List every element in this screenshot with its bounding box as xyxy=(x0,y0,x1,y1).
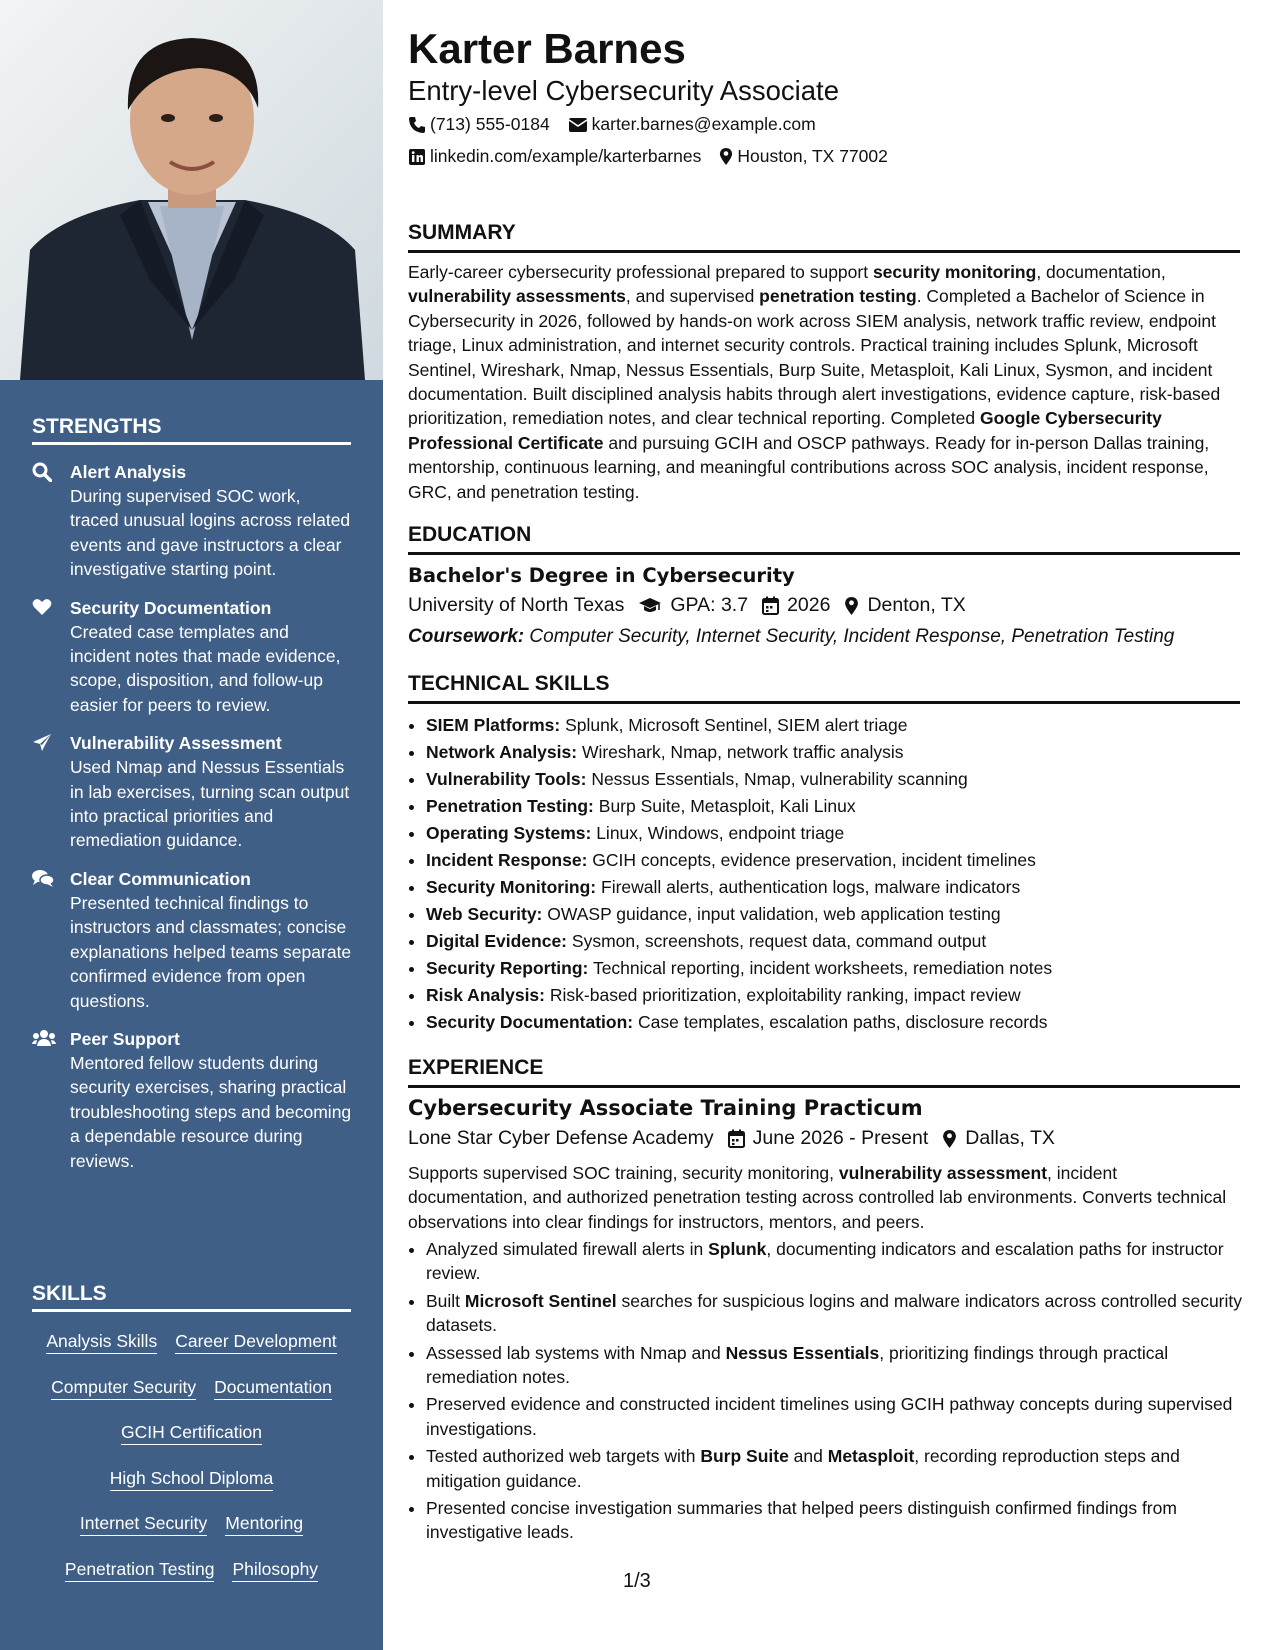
location-text: Houston, TX 77002 xyxy=(737,146,888,166)
paper-plane-icon xyxy=(32,731,70,853)
users-icon xyxy=(32,1027,70,1173)
coursework-list: Computer Security, Internet Security, Incident Response, Penetration Testing xyxy=(529,626,1175,647)
skill-category: Security Reporting: xyxy=(426,958,589,978)
bullet-bold: Splunk xyxy=(708,1239,767,1259)
linkedin-link[interactable]: linkedin.com/example/karterbarnes xyxy=(430,146,702,166)
skill-tag: GCIH Certification xyxy=(121,1421,262,1445)
organization-name: Lone Star Cyber Defense Academy xyxy=(408,1127,714,1149)
technical-skills-heading: TECHNICAL SKILLS xyxy=(408,671,1240,704)
candidate-name: Karter Barnes xyxy=(408,25,686,72)
bullet-text: searches for suspicious logins and malware indicators across controlled security datasets. xyxy=(426,1290,1243,1336)
school-name: University of North Texas xyxy=(408,594,625,616)
summary-bold: Google Cybersecurity Professional Certificate xyxy=(408,408,1162,453)
skill-values: Linux, Windows, endpoint triage xyxy=(596,823,845,843)
bullet-text: Presented concise investigation summaries that helped peers distinguish confirmed findings from investigative leads. xyxy=(426,1498,1177,1543)
skill-values: Firewall alerts, authentication logs, malware indicators xyxy=(601,877,1021,897)
phone-number[interactable]: (713) 555-0184 xyxy=(430,114,550,134)
list-item xyxy=(426,982,1256,1009)
skill-tag: Mentoring xyxy=(225,1512,303,1536)
skill-values: Burp Suite, Metasploit, Kali Linux xyxy=(598,796,856,816)
summary-text: . Completed a Bachelor of Science in Cybersecurity in 2026, followed by hands-on work across SIEM analysis, network traffic review, endpoint triage, Linux administration, and internet security controls. Practical training includes Splunk, Microsoft Sentinel, Wireshark, Nmap, Nessus Essentials, Burp Suite, Metasploit, Kali Linux, Sysmon, and incident documentation. Built disciplined analysis habits through alert investigations, evidence capture, risk-based prioritization, remediation notes, and clear technical reporting. Completed xyxy=(408,286,1221,429)
email-link[interactable]: karter.barnes@example.com xyxy=(591,114,816,134)
experience-meta xyxy=(408,1127,1069,1150)
skill-values: Splunk, Microsoft Sentinel, SIEM alert triage xyxy=(565,715,908,735)
skill-tag-row xyxy=(32,1376,351,1422)
strength-item xyxy=(32,731,352,853)
list-item xyxy=(426,1009,1256,1036)
envelope-icon xyxy=(568,117,588,133)
summary-bold: penetration testing xyxy=(759,286,917,307)
candidate-role: Entry-level Cybersecurity Associate xyxy=(408,75,839,106)
bullet-text: and xyxy=(788,1446,828,1467)
graduation-cap-icon xyxy=(638,597,662,615)
skill-category: Penetration Testing: xyxy=(426,796,594,816)
skill-category: Network Analysis: xyxy=(426,742,578,762)
skill-tag-row xyxy=(32,1330,351,1376)
list-item xyxy=(426,901,1256,928)
bullet-text: Analyzed simulated firewall alerts in xyxy=(426,1239,709,1259)
skill-category: Incident Response: xyxy=(426,850,588,870)
strength-item xyxy=(32,867,352,1013)
search-icon xyxy=(32,460,70,582)
bullet-bold: Burp Suite xyxy=(700,1446,789,1467)
list-item xyxy=(426,1341,1256,1390)
bullet-text: Assessed lab systems with Nmap and xyxy=(426,1342,726,1363)
skill-values: Sysmon, screenshots, request data, command output xyxy=(571,931,987,951)
strength-item xyxy=(32,460,352,582)
summary-bold: vulnerability assessments xyxy=(408,286,626,307)
bullet-text: , prioritizing findings through practical remediation notes. xyxy=(426,1342,1169,1388)
skill-category: Operating Systems: xyxy=(426,823,592,843)
intro-text: Supports supervised SOC training, security monitoring, xyxy=(408,1163,839,1183)
summary-text: , and supervised xyxy=(625,286,760,307)
list-item xyxy=(426,766,1256,793)
strength-description: Used Nmap and Nessus Essentials in lab exercises, turning scan output into practical priorities and remediation guidance. xyxy=(70,757,350,851)
bullet-bold: Metasploit xyxy=(827,1446,915,1467)
skill-values: GCIH concepts, evidence preservation, incident timelines xyxy=(592,850,1036,870)
skill-values: Nessus Essentials, Nmap, vulnerability scanning xyxy=(591,769,968,789)
job-location: Dallas, TX xyxy=(965,1127,1055,1149)
experience-heading: EXPERIENCE xyxy=(408,1055,1240,1088)
skill-values: Technical reporting, incident worksheets, remediation notes xyxy=(592,958,1053,978)
linkedin-icon xyxy=(408,148,426,166)
skill-tag: High School Diploma xyxy=(110,1467,273,1491)
page-number: 1/3 xyxy=(623,1570,651,1592)
skill-category: Security Monitoring: xyxy=(426,877,597,897)
bullet-bold: Microsoft Sentinel xyxy=(464,1290,617,1311)
skill-tag: Computer Security xyxy=(51,1376,196,1400)
graduation-year: 2026 xyxy=(787,594,831,616)
list-item xyxy=(426,1392,1256,1441)
skill-category: Security Documentation: xyxy=(426,1012,634,1032)
map-pin-icon xyxy=(942,1129,957,1149)
intro-bold: vulnerability assessment xyxy=(838,1163,1048,1183)
list-item xyxy=(426,1289,1256,1338)
bullet-text: , recording reproduction steps and mitigation guidance. xyxy=(426,1446,1180,1491)
list-item xyxy=(426,1496,1256,1545)
contact-row xyxy=(408,146,906,167)
strength-title: Clear Communication xyxy=(70,868,251,889)
skill-category: Digital Evidence: xyxy=(426,931,568,951)
degree-title: Bachelor's Degree in Cybersecurity xyxy=(408,564,795,587)
bullet-bold: Nessus Essentials xyxy=(725,1342,880,1363)
strength-description: Presented technical findings to instructors and classmates; concise explanations helped teams separate confirmed evidence from open questions. xyxy=(70,892,352,1011)
skill-tag: Career Development xyxy=(175,1330,336,1354)
list-item xyxy=(426,1237,1256,1286)
summary-text: and pursuing GCIH and OSCP pathways. Ready for in-person Dallas training, mentorship, continuous learning, and meaningful contributions across SOC analysis, incident response, GRC, and penetration testing. xyxy=(408,432,1210,502)
strengths-list xyxy=(32,460,352,1187)
summary-text xyxy=(408,260,1240,504)
bullet-text: Built xyxy=(426,1290,465,1311)
summary-text: Early-career cybersecurity professional prepared to support xyxy=(408,262,873,282)
calendar-icon xyxy=(728,1129,745,1148)
skill-category: Vulnerability Tools: xyxy=(426,769,587,789)
experience-bullets xyxy=(408,1237,1256,1548)
map-pin-icon xyxy=(844,596,859,616)
bullet-text: Preserved evidence and constructed incident timelines using GCIH pathway concepts during supervised investigations. xyxy=(426,1394,1233,1439)
list-item xyxy=(426,1444,1256,1493)
skill-tag: Philosophy xyxy=(232,1558,318,1582)
strength-title: Vulnerability Assessment xyxy=(70,733,282,754)
job-dates: June 2026 - Present xyxy=(752,1127,929,1149)
calendar-icon xyxy=(762,596,779,615)
list-item xyxy=(426,712,1256,739)
skill-category: Risk Analysis: xyxy=(426,985,545,1005)
list-item xyxy=(426,955,1256,982)
strength-item xyxy=(32,1027,352,1173)
skill-tag: Internet Security xyxy=(80,1512,207,1536)
strength-title: Alert Analysis xyxy=(70,462,187,482)
list-item xyxy=(426,793,1256,820)
technical-skills-list xyxy=(408,712,1256,1036)
job-title: Cybersecurity Associate Training Practicum xyxy=(408,1096,923,1120)
list-item xyxy=(426,847,1256,874)
skill-values: Wireshark, Nmap, network traffic analysis xyxy=(581,742,904,762)
coursework-label: Coursework: xyxy=(408,626,525,647)
skill-tag: Documentation xyxy=(214,1376,332,1400)
list-item xyxy=(426,739,1256,766)
skill-values: OWASP guidance, input validation, web application testing xyxy=(547,904,1001,924)
skill-tag-row xyxy=(32,1467,351,1513)
summary-text: , documentation, xyxy=(1036,262,1166,282)
coursework-line xyxy=(408,626,1174,648)
summary-heading: SUMMARY xyxy=(408,220,1240,253)
list-item xyxy=(426,874,1256,901)
strength-title: Security Documentation xyxy=(70,597,272,618)
skill-tag: Penetration Testing xyxy=(65,1558,215,1582)
skill-values: Case templates, escalation paths, disclosure records xyxy=(638,1012,1048,1032)
strength-description: Mentored fellow students during security exercises, sharing practical troubleshooting steps and becoming a dependable resource during reviews. xyxy=(70,1052,352,1171)
skill-tag: Analysis Skills xyxy=(46,1330,157,1354)
summary-bold: security monitoring xyxy=(872,262,1037,282)
gpa-text: GPA: 3.7 xyxy=(670,594,749,616)
strength-description: During supervised SOC work, traced unusual logins across related events and gave instructors a clear investigative starting point. xyxy=(70,486,351,580)
phone-icon xyxy=(408,116,426,134)
education-heading: EDUCATION xyxy=(408,522,1240,555)
contact-row xyxy=(408,114,834,135)
strengths-heading: STRENGTHS xyxy=(32,415,351,445)
skill-values: Risk-based prioritization, exploitability ranking, impact review xyxy=(549,985,1021,1005)
intro-text: , incident documentation, and authorized penetration testing across controlled lab environments. Converts technical observations into clear findings for instructors, mentors, and peers. xyxy=(408,1163,1227,1232)
skill-tag-row xyxy=(32,1421,351,1467)
skill-tag-row xyxy=(32,1558,351,1604)
list-item xyxy=(426,820,1256,847)
school-location: Denton, TX xyxy=(867,594,966,616)
bullet-text: Tested authorized web targets with xyxy=(426,1446,701,1467)
strength-item xyxy=(32,596,352,718)
skills-tags xyxy=(32,1330,351,1603)
skill-category: Web Security: xyxy=(426,904,543,924)
education-meta xyxy=(408,594,980,617)
experience-intro xyxy=(408,1161,1240,1234)
strength-description: Created case templates and incident notes that made evidence, scope, disposition, and follow-up easier for peers to review. xyxy=(70,621,341,715)
list-item xyxy=(426,928,1256,955)
map-pin-icon xyxy=(719,147,733,166)
skills-heading: SKILLS xyxy=(32,1282,351,1312)
profile-photo xyxy=(0,0,383,380)
skill-tag-row xyxy=(32,1512,351,1558)
comments-icon xyxy=(32,867,70,1013)
skill-category: SIEM Platforms: xyxy=(426,715,561,735)
heart-icon xyxy=(32,596,70,718)
bullet-text: , documenting indicators and escalation paths for instructor review. xyxy=(426,1239,1224,1284)
strength-title: Peer Support xyxy=(70,1028,180,1049)
